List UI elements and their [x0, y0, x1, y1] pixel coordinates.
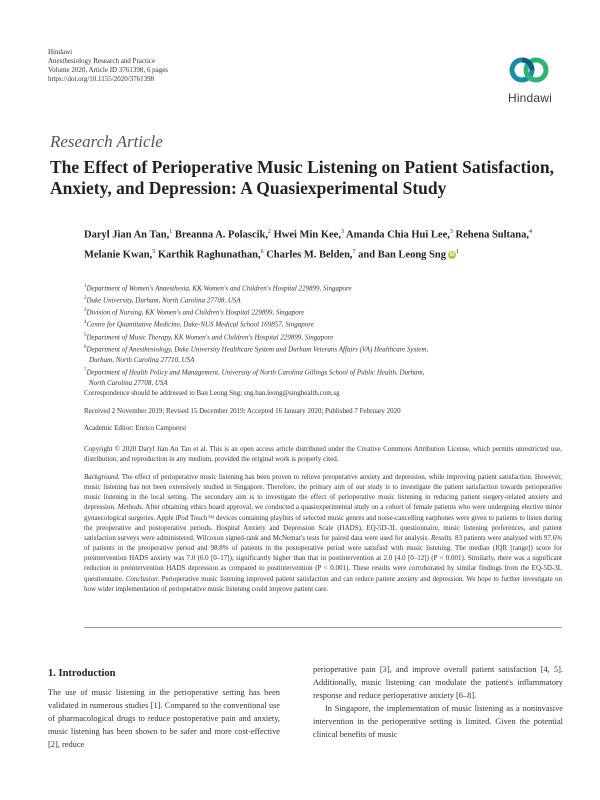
affiliation-number: 5: [84, 332, 87, 338]
author-affiliation-number: 7: [352, 248, 356, 255]
methods-text: After obtaining ethics board approval, we conducted a quasiexperimental study on a cohort of female patients who were undergoing elective minor gynaecological surgeries. Apple iPod Touch™ devices containing playlists of selected music genres and noise-cancelling earphones were given to patients to listen during the preoperative and postoperative periods. Hospital Anxiety and Depression Scale (HADS), EQ-5D-3L questionnaire, music listening preferences, and patient satisfaction surveys were administered. Wilcoxon signed-rank and McNemar's tests for paired data were used for analysis.: [84, 503, 562, 542]
author-affiliation-number: 4: [529, 229, 533, 235]
academic-editor: Academic Editor: Enrico Camporesi: [84, 424, 187, 432]
results-text: 83 patients were analysed with 97.6% of patients in the preoperative period and 98.8% of patients in the postoperative period were satisfied with music listening. The median (IQR [range]) score for preintervention HADS anxiety was 7.0 (6.0 [0–17]), significantly higher than that in postintervention at 2.0 (4.0 [0–12]) (P < 0.001). Similarly, there was a significant reduction in preintervention HADS depression as compared to postintervention (P < 0.001). These results were corroborated by similar findings from the EQ-5D-3L questionnaire.: [84, 533, 562, 583]
author-list: [84, 224, 554, 263]
author-affiliation-number: 2: [267, 229, 271, 235]
article-title: The Effect of Perioperative Music Listening on Patient Satisfaction, Anxiety, and Depression: A Quasiexperimental Study: [50, 157, 555, 198]
article-type: Research Article: [50, 132, 163, 151]
affiliation-list: [84, 282, 564, 388]
publication-dates: Received 2 November 2019; Revised 15 December 2019; Accepted 16 January 2020; Published 7 February 2020: [84, 407, 401, 415]
conclusion-label: Conclusion.: [125, 574, 160, 583]
author-name[interactable]: Hwei Min Kee,: [273, 229, 341, 241]
affiliation-text: Division of Nursing, KK Women's and Children's Hospital 229899, Singapore: [86, 308, 305, 317]
intro-right-column: [313, 663, 563, 742]
author-name[interactable]: Charles M. Belden,: [266, 249, 353, 260]
affiliation-item: [84, 306, 564, 318]
affiliation-number: 4: [84, 320, 87, 326]
conclusion-text: Perioperative music listening improved patient satisfaction and can reduce patient anxiety and depression. We hope to further investigate on how wider implementation of perioperative music listening could improve patient care.: [84, 574, 562, 593]
affiliation-item: [84, 343, 564, 355]
background-text: The effect of perioperative music listening has been proven to relieve preoperative anxiety and depression, while improving patient satisfaction. However, music listening has not been extensively studied in Singapore. Therefore, the primary aim of our study is to investigate the patient satisfaction towards perioperative music listening in the local setting. The secondary aim is to investigate the effect of perioperative music listening in reducing patient surgery-related anxiety and depression.: [84, 473, 562, 512]
publisher-name: Hindawi: [48, 48, 73, 56]
affiliation-number: 3: [84, 308, 87, 314]
journal-info: [48, 48, 168, 84]
volume-line: Volume 2020, Article ID 3761398, 6 pages: [48, 66, 169, 74]
affiliation-item: [84, 294, 564, 306]
author-affiliation-number: 3: [449, 229, 453, 235]
section-heading: 1. Introduction: [48, 668, 116, 679]
author-affiliation-number: 1: [169, 229, 173, 235]
doi-link[interactable]: https://doi.org/10.1155/2020/3761398: [48, 75, 155, 83]
author-affiliation-number: 1: [456, 248, 459, 255]
affiliation-text: Department of Health Policy and Management, University of North Carolina Gillings School of Public Health, Durham,: [86, 367, 425, 376]
intro-paragraph-2: In Singapore, the implementation of music listening as a noninvasive intervention in the perioperative setting is limited. Given the potential clinical benefits of music: [313, 704, 563, 740]
affiliation-text: Centre for Quantitative Medicine, Duke-NUS Medical School 169857, Singapore: [86, 320, 314, 329]
author-name[interactable]: Melanie Kwan,: [84, 249, 153, 260]
abstract: [84, 472, 562, 594]
author-name[interactable]: Amanda Chia Hui Lee,: [346, 229, 450, 241]
affiliation-item: [84, 282, 564, 294]
affiliation-number: 2: [84, 296, 87, 302]
author-name[interactable]: Rehena Sultana,: [455, 229, 530, 241]
abstract-divider: [84, 627, 562, 628]
author-affiliation-number: 3: [340, 229, 344, 235]
logo-wordmark: Hindawi: [507, 91, 553, 105]
methods-label: Methods.: [117, 503, 144, 512]
affiliation-number: 1: [84, 284, 87, 289]
background-label: Background.: [84, 473, 120, 481]
affiliation-continuation: Durham, North Carolina 27710, USA: [89, 355, 195, 364]
orcid-icon[interactable]: iD: [449, 251, 455, 258]
results-label: Results.: [431, 533, 454, 542]
correspondence: Correspondence should be addressed to Ban Leong Sng; sng.ban.leong@singhealth.com.sg: [84, 389, 340, 397]
affiliation-text: Department of Music Therapy, KK Women's and Children's Hospital 229899, Singapore: [86, 332, 334, 341]
affiliation-text: Department of Women's Anaesthesia, KK Women's and Children's Hospital 229899, Singapore: [86, 284, 352, 293]
copyright-notice: Copyright © 2020 Daryl Jian An Tan et al. This is an open access article distributed under the Creative Commons Attribution License, which permits unrestricted use, distribution, and reproduction in any medium, provided the original work is properly cited.: [84, 445, 562, 464]
affiliation-number: 6: [84, 344, 87, 350]
author-name[interactable]: Breanna A. Polascik,: [174, 229, 268, 241]
affiliation-number: 7: [84, 367, 87, 373]
affiliation-item: [84, 366, 564, 378]
affiliation-item: [84, 318, 564, 330]
author-name[interactable]: Daryl Jian An Tan,: [84, 229, 170, 241]
affiliation-continuation: North Carolina 27708, USA: [89, 378, 168, 387]
author-affiliation-number: 6: [260, 248, 264, 255]
journal-name: Anesthesiology Research and Practice: [48, 57, 156, 65]
author-affiliation-number: 5: [152, 248, 156, 255]
intro-paragraph-continued: perioperative pain [3], and improve overall patient satisfaction [4, 5]. Additionally, music listening can modulate the patient's inflammatory response and reduce perioperative anxiety [6–8].: [313, 665, 563, 701]
intro-left-column: [48, 686, 280, 751]
affiliation-item: [84, 331, 564, 343]
affiliation-text: Department of Anesthesiology, Duke University Healthcare System and Durham Veterans Affairs (VA) Healthcare System,: [86, 344, 429, 353]
author-name[interactable]: and Ban Leong Sng: [358, 249, 446, 260]
affiliation-text: Duke University, Durham, North Carolina 27708, USA: [86, 296, 241, 305]
author-name[interactable]: Karthik Raghunathan,: [157, 249, 261, 260]
intro-paragraph: The use of music listening in the perioperative setting has been validated in numerous studies [1]. Compared to the conventional use of pharmacological drugs to reduce postoperative pain and anxiety, music listening has been shown to be safer and more cost-effective [2], reduce: [48, 688, 280, 750]
